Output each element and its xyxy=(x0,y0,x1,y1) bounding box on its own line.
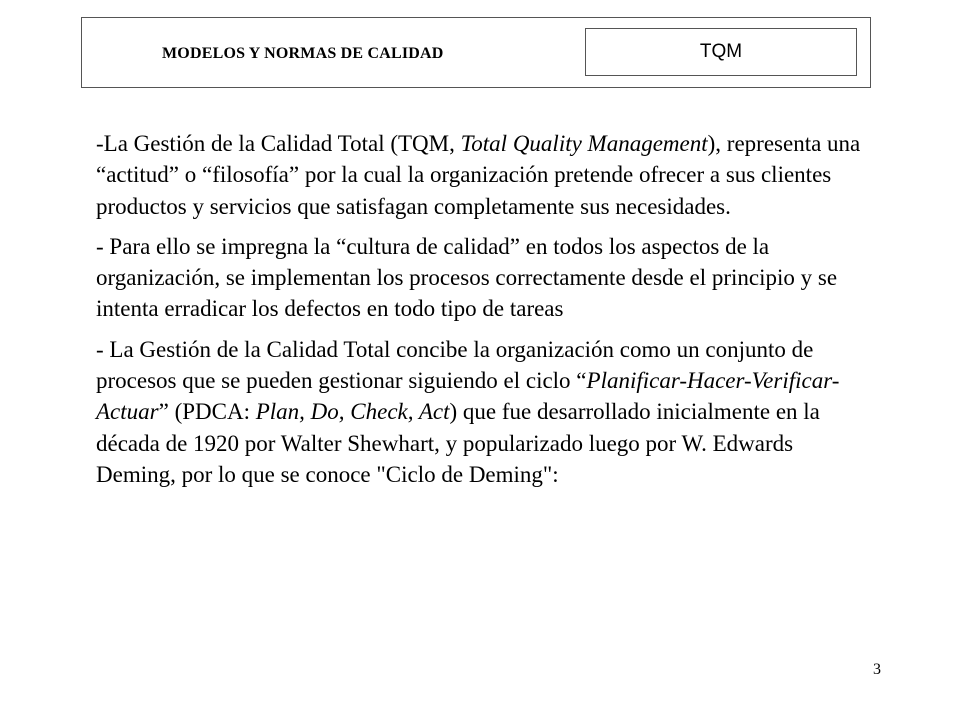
paragraph-3-italic-pdca: Plan, Do, Check, Act xyxy=(255,399,450,425)
paragraph-1-text-c: ), representa una “actitud” o “filosofía” por la cual la organización pretende ofrecer a sus clientes productos y servicios que satisfagan completamente sus necesidades. xyxy=(96,131,861,219)
paragraph-pdca-cycle xyxy=(96,334,876,490)
slide-header xyxy=(81,17,871,88)
paragraph-3-italic-cycle: Planificar-Hacer-Verificar-Actuar xyxy=(96,368,840,425)
paragraph-1-text-a: -La Gestión de la Calidad Total (TQM, xyxy=(96,131,461,156)
slide-body xyxy=(96,128,876,499)
header-tag-label: TQM xyxy=(699,41,743,62)
paragraph-1-italic-term: Total Quality Management xyxy=(460,131,708,156)
paragraph-quality-culture xyxy=(96,231,876,325)
paragraph-2-text: - Para ello se impregna la “cultura de calidad” en todos los aspectos de la organización, se implementan los procesos correctamente desde el principio y se intenta erradicar los defectos en todo tipo de tareas xyxy=(96,233,838,322)
header-title: MODELOS Y NORMAS DE CALIDAD xyxy=(162,45,444,62)
header-tag-box xyxy=(585,28,857,76)
paragraph-3-text-a: - La Gestión de la Calidad Total concibe la organización como un conjunto de procesos que se pueden gestionar siguiendo el ciclo “ xyxy=(96,336,814,394)
paragraph-3-text-c: ” (PDCA: xyxy=(158,399,256,425)
paragraph-tqm-definition xyxy=(96,128,876,222)
page-number: 3 xyxy=(873,661,881,678)
paragraph-3-text-e: ) que fue desarrollado inicialmente en la década de 1920 por Walter Shewhart, y popularizado luego por W. Edwards Deming, por lo que se conoce "Ciclo de Deming": xyxy=(96,399,820,487)
